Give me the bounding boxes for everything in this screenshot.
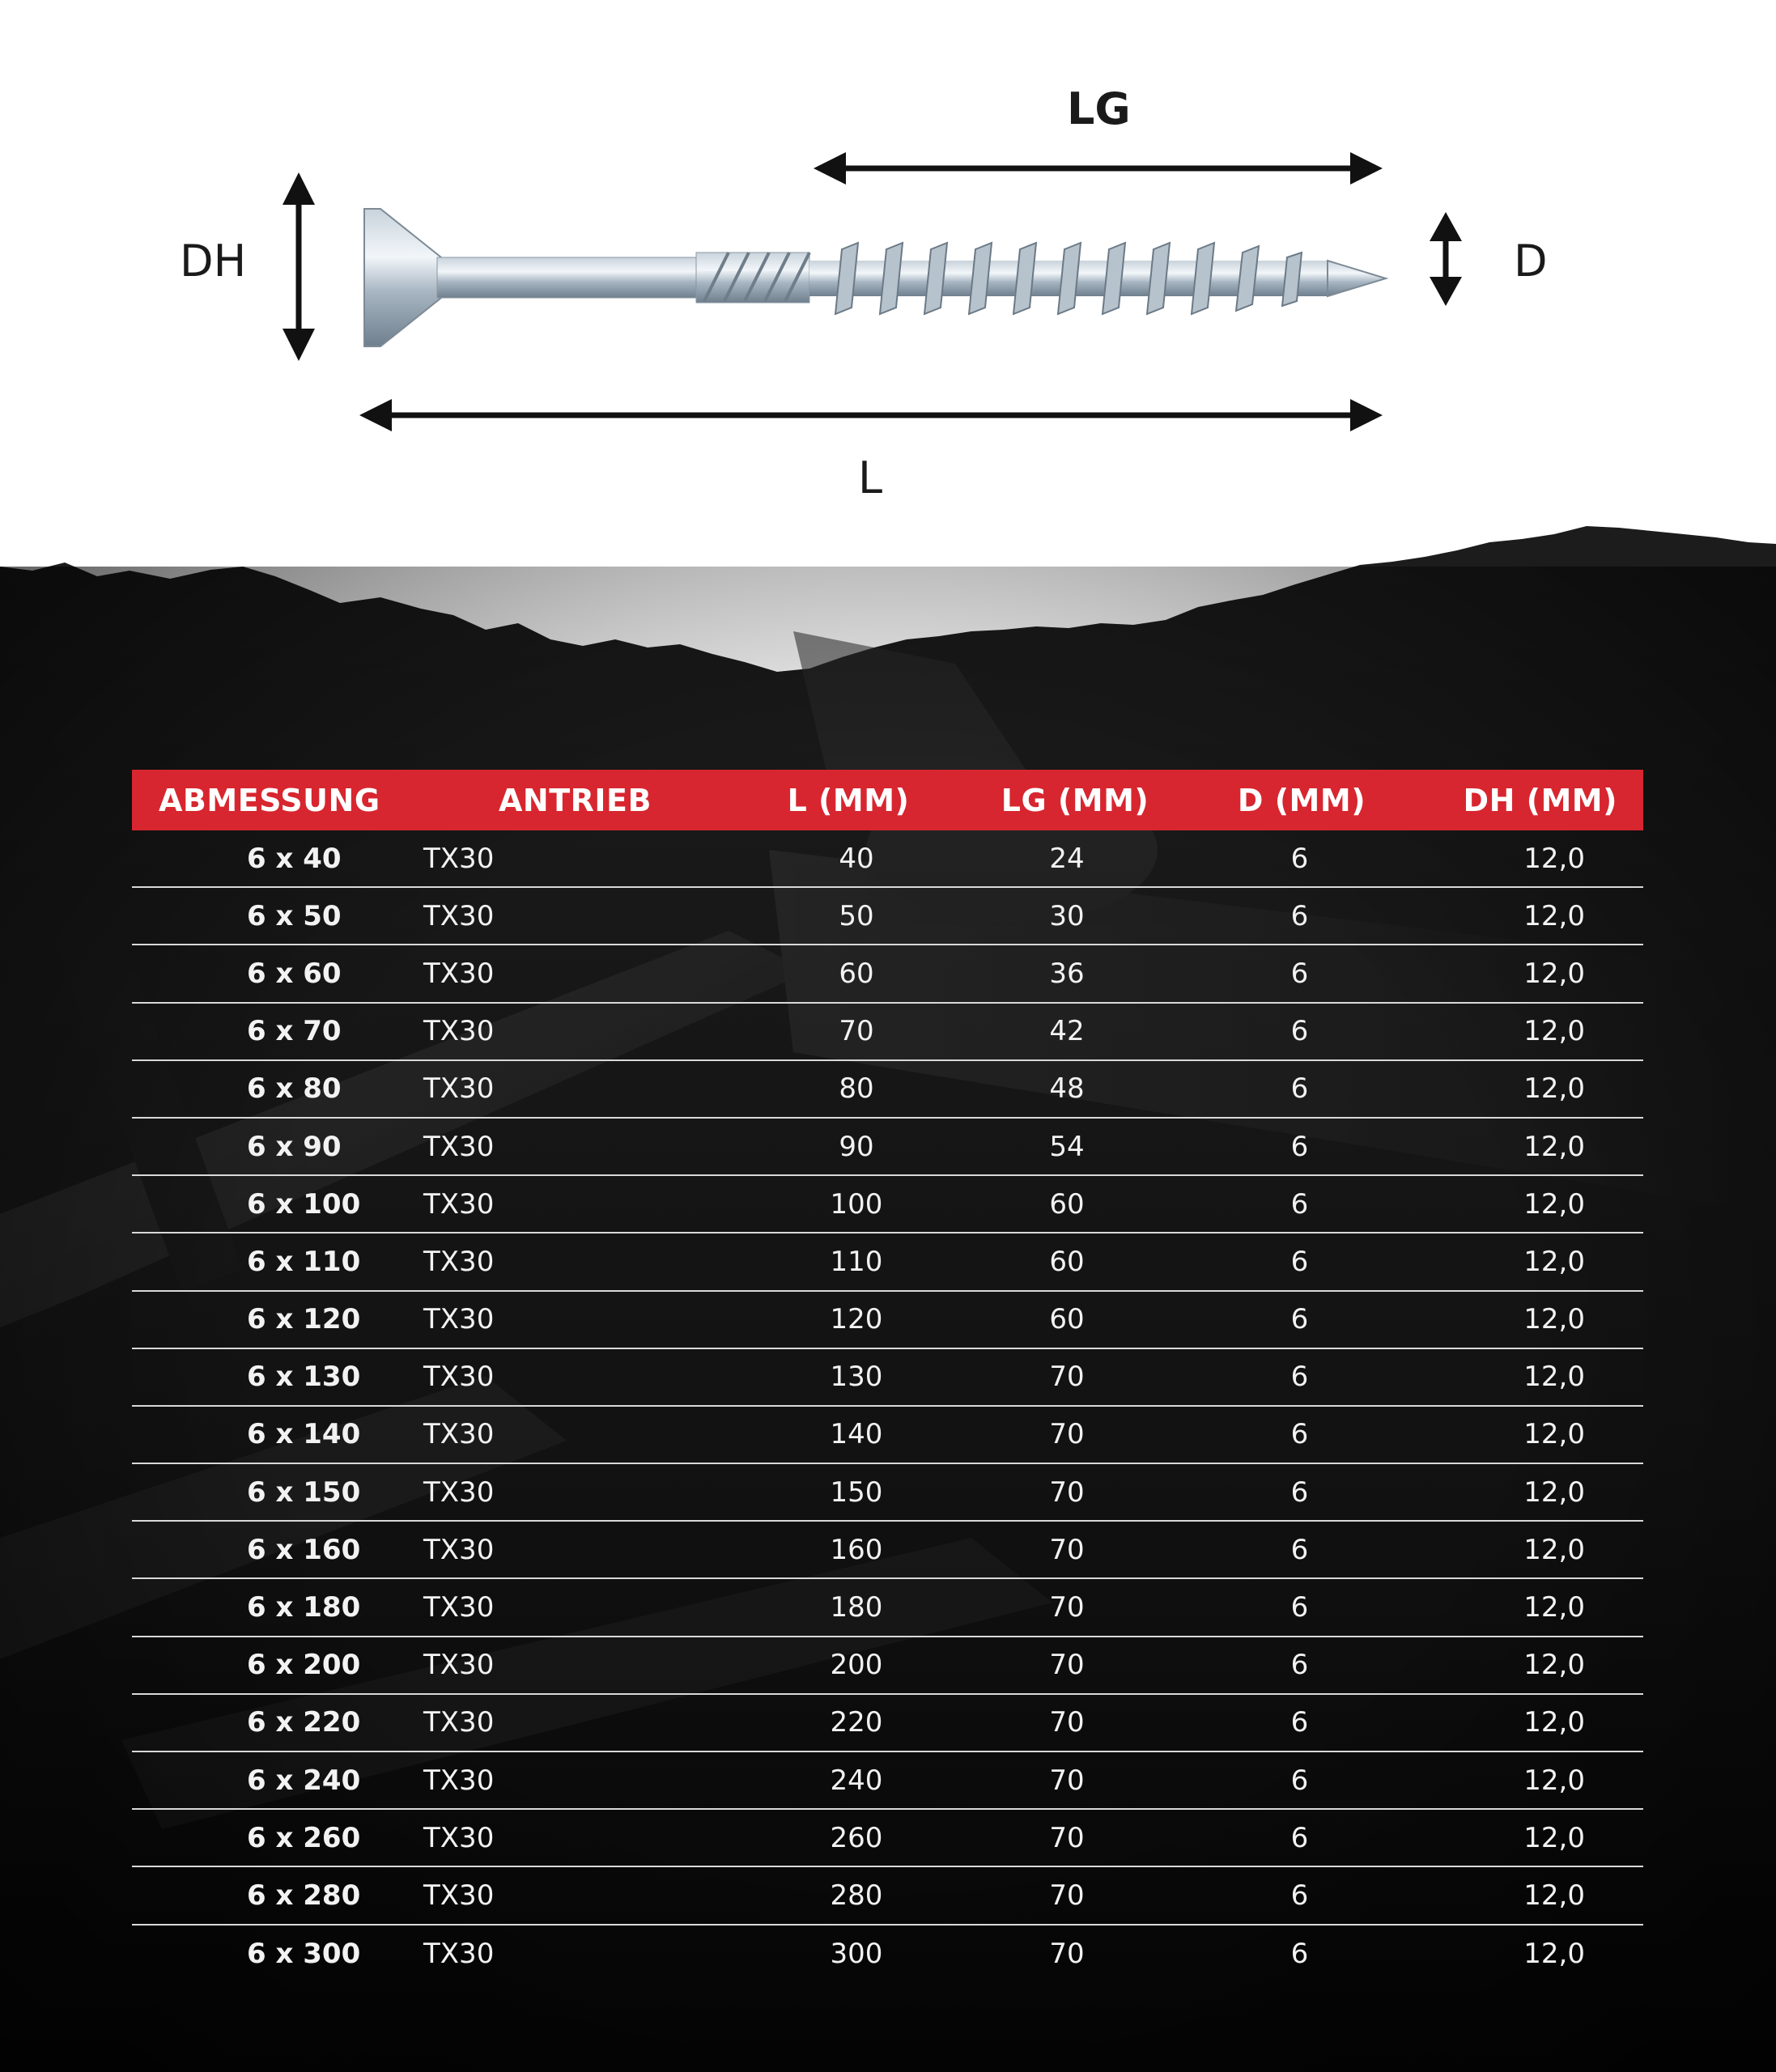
cell-dh-mm: 12,0	[1523, 1591, 1585, 1624]
cell-d-mm: 6	[1290, 842, 1309, 875]
cell-lg-mm: 60	[1049, 1245, 1085, 1278]
cell-lg-mm: 70	[1049, 1706, 1085, 1739]
cell-lg-mm: 70	[1049, 1418, 1085, 1451]
cell-dh-mm: 12,0	[1523, 1130, 1585, 1163]
cell-lg-mm: 60	[1049, 1303, 1085, 1336]
cell-dh-mm: 12,0	[1523, 1821, 1585, 1854]
cell-antrieb: TX30	[423, 1706, 495, 1739]
cell-lg-mm: 70	[1049, 1361, 1085, 1394]
cell-antrieb: TX30	[423, 1938, 495, 1971]
cell-antrieb: TX30	[423, 899, 495, 932]
cell-abmessung: 6 x 180	[247, 1591, 361, 1624]
header-lg-mm: LG (MM)	[1001, 782, 1149, 818]
cell-d-mm: 6	[1290, 1821, 1309, 1854]
cell-abmessung: 6 x 150	[247, 1475, 361, 1509]
cell-abmessung: 6 x 50	[247, 899, 342, 932]
cell-dh-mm: 12,0	[1523, 1879, 1585, 1912]
table-row	[132, 1695, 1643, 1752]
cell-abmessung: 6 x 160	[247, 1533, 361, 1566]
cell-l-mm: 50	[839, 899, 874, 932]
cell-lg-mm: 70	[1049, 1938, 1085, 1971]
cell-l-mm: 120	[830, 1303, 883, 1336]
cell-abmessung: 6 x 110	[247, 1245, 361, 1278]
cell-lg-mm: 70	[1049, 1475, 1085, 1509]
lg-dimension-arrow	[814, 152, 1383, 185]
cell-antrieb: TX30	[423, 1418, 495, 1451]
cell-l-mm: 60	[839, 957, 874, 990]
cell-abmessung: 6 x 200	[247, 1649, 361, 1682]
cell-dh-mm: 12,0	[1523, 1649, 1585, 1682]
cell-d-mm: 6	[1290, 1533, 1309, 1566]
dimension-table	[132, 770, 1643, 1983]
cell-abmessung: 6 x 260	[247, 1821, 361, 1854]
cell-antrieb: TX30	[423, 1361, 495, 1394]
table-row	[132, 1637, 1643, 1695]
cell-l-mm: 110	[830, 1245, 883, 1278]
cell-lg-mm: 70	[1049, 1764, 1085, 1797]
cell-d-mm: 6	[1290, 1072, 1309, 1106]
cell-lg-mm: 70	[1049, 1649, 1085, 1682]
cell-dh-mm: 12,0	[1523, 1764, 1585, 1797]
cell-l-mm: 180	[830, 1591, 883, 1624]
cell-l-mm: 140	[830, 1418, 883, 1451]
cell-antrieb: TX30	[423, 1649, 495, 1682]
table-row	[132, 1810, 1643, 1867]
table-row	[132, 1522, 1643, 1579]
lg-label: LG	[1067, 83, 1131, 134]
cell-lg-mm: 70	[1049, 1879, 1085, 1912]
header-dh-mm: DH (MM)	[1463, 782, 1617, 818]
cell-dh-mm: 12,0	[1523, 1187, 1585, 1221]
cell-d-mm: 6	[1290, 1591, 1309, 1624]
table-row	[132, 1926, 1643, 1983]
cell-l-mm: 40	[839, 842, 874, 875]
cell-d-mm: 6	[1290, 1245, 1309, 1278]
table-row	[132, 1349, 1643, 1407]
d-dimension-arrow	[1430, 212, 1462, 306]
cell-l-mm: 300	[830, 1938, 883, 1971]
cell-d-mm: 6	[1290, 1764, 1309, 1797]
cell-abmessung: 6 x 220	[247, 1706, 361, 1739]
header-d-mm: D (MM)	[1237, 782, 1366, 818]
cell-abmessung: 6 x 140	[247, 1418, 361, 1451]
cell-abmessung: 6 x 90	[247, 1130, 342, 1163]
cell-lg-mm: 48	[1049, 1072, 1085, 1106]
cell-antrieb: TX30	[423, 1764, 495, 1797]
header-abmessung: ABMESSUNG	[159, 782, 380, 818]
cell-dh-mm: 12,0	[1523, 1418, 1585, 1451]
table-row	[132, 1119, 1643, 1176]
cell-l-mm: 240	[830, 1764, 883, 1797]
cell-d-mm: 6	[1290, 1015, 1309, 1048]
cell-l-mm: 130	[830, 1361, 883, 1394]
cell-dh-mm: 12,0	[1523, 1303, 1585, 1336]
cell-antrieb: TX30	[423, 957, 495, 990]
cell-abmessung: 6 x 120	[247, 1303, 361, 1336]
cell-antrieb: TX30	[423, 1303, 495, 1336]
header-l-mm: L (MM)	[787, 782, 910, 818]
cell-dh-mm: 12,0	[1523, 1072, 1585, 1106]
cell-antrieb: TX30	[423, 1533, 495, 1566]
cell-d-mm: 6	[1290, 957, 1309, 990]
cell-dh-mm: 12,0	[1523, 1361, 1585, 1394]
cell-d-mm: 6	[1290, 1706, 1309, 1739]
cell-l-mm: 280	[830, 1879, 883, 1912]
cell-l-mm: 90	[839, 1130, 874, 1163]
cell-antrieb: TX30	[423, 842, 495, 875]
cell-abmessung: 6 x 100	[247, 1187, 361, 1221]
cell-abmessung: 6 x 40	[247, 842, 342, 875]
cell-antrieb: TX30	[423, 1879, 495, 1912]
table-row	[132, 830, 1643, 888]
cell-lg-mm: 70	[1049, 1821, 1085, 1854]
screw-dimension-diagram	[0, 0, 1776, 728]
cell-abmessung: 6 x 280	[247, 1879, 361, 1912]
cell-l-mm: 70	[839, 1015, 874, 1048]
cell-dh-mm: 12,0	[1523, 899, 1585, 932]
cell-lg-mm: 70	[1049, 1591, 1085, 1624]
table-row	[132, 1292, 1643, 1349]
table-row	[132, 1407, 1643, 1464]
cell-dh-mm: 12,0	[1523, 1245, 1585, 1278]
cell-dh-mm: 12,0	[1523, 1706, 1585, 1739]
dh-dimension-arrow	[283, 172, 315, 361]
table-row	[132, 1752, 1643, 1810]
cell-lg-mm: 60	[1049, 1187, 1085, 1221]
cell-d-mm: 6	[1290, 1475, 1309, 1509]
cell-d-mm: 6	[1290, 899, 1309, 932]
cell-lg-mm: 36	[1049, 957, 1085, 990]
cell-antrieb: TX30	[423, 1130, 495, 1163]
table-row	[132, 1867, 1643, 1925]
cell-l-mm: 160	[830, 1533, 883, 1566]
cell-dh-mm: 12,0	[1523, 957, 1585, 990]
cell-lg-mm: 70	[1049, 1533, 1085, 1566]
cell-lg-mm: 24	[1049, 842, 1085, 875]
cell-abmessung: 6 x 70	[247, 1015, 342, 1048]
cell-d-mm: 6	[1290, 1303, 1309, 1336]
header-antrieb: ANTRIEB	[499, 782, 652, 818]
cell-d-mm: 6	[1290, 1187, 1309, 1221]
cell-lg-mm: 54	[1049, 1130, 1085, 1163]
cell-dh-mm: 12,0	[1523, 842, 1585, 875]
cell-antrieb: TX30	[423, 1821, 495, 1854]
screw-image	[364, 209, 1386, 346]
cell-l-mm: 80	[839, 1072, 874, 1106]
cell-d-mm: 6	[1290, 1418, 1309, 1451]
cell-dh-mm: 12,0	[1523, 1475, 1585, 1509]
cell-antrieb: TX30	[423, 1475, 495, 1509]
cell-l-mm: 220	[830, 1706, 883, 1739]
dh-label: DH	[180, 236, 247, 287]
d-label: D	[1514, 236, 1548, 287]
cell-d-mm: 6	[1290, 1879, 1309, 1912]
cell-abmessung: 6 x 80	[247, 1072, 342, 1106]
table-row	[132, 945, 1643, 1003]
table-row	[132, 1061, 1643, 1119]
l-label: L	[858, 452, 883, 503]
cell-abmessung: 6 x 300	[247, 1938, 361, 1971]
cell-lg-mm: 42	[1049, 1015, 1085, 1048]
table-row	[132, 1464, 1643, 1522]
l-dimension-arrow	[359, 399, 1383, 431]
cell-l-mm: 260	[830, 1821, 883, 1854]
cell-antrieb: TX30	[423, 1591, 495, 1624]
cell-d-mm: 6	[1290, 1938, 1309, 1971]
cell-antrieb: TX30	[423, 1015, 495, 1048]
cell-lg-mm: 30	[1049, 899, 1085, 932]
cell-l-mm: 200	[830, 1649, 883, 1682]
table-header-row	[132, 770, 1643, 830]
cell-d-mm: 6	[1290, 1361, 1309, 1394]
cell-d-mm: 6	[1290, 1649, 1309, 1682]
table-row	[132, 888, 1643, 945]
cell-abmessung: 6 x 60	[247, 957, 342, 990]
table-row	[132, 1233, 1643, 1291]
cell-d-mm: 6	[1290, 1130, 1309, 1163]
cell-dh-mm: 12,0	[1523, 1938, 1585, 1971]
cell-abmessung: 6 x 240	[247, 1764, 361, 1797]
cell-dh-mm: 12,0	[1523, 1015, 1585, 1048]
table-row	[132, 1004, 1643, 1061]
cell-antrieb: TX30	[423, 1245, 495, 1278]
table-row	[132, 1579, 1643, 1637]
cell-l-mm: 150	[830, 1475, 883, 1509]
table-body	[132, 830, 1643, 1983]
cell-abmessung: 6 x 130	[247, 1361, 361, 1394]
cell-l-mm: 100	[830, 1187, 883, 1221]
cell-antrieb: TX30	[423, 1187, 495, 1221]
cell-antrieb: TX30	[423, 1072, 495, 1106]
table-row	[132, 1176, 1643, 1233]
cell-dh-mm: 12,0	[1523, 1533, 1585, 1566]
